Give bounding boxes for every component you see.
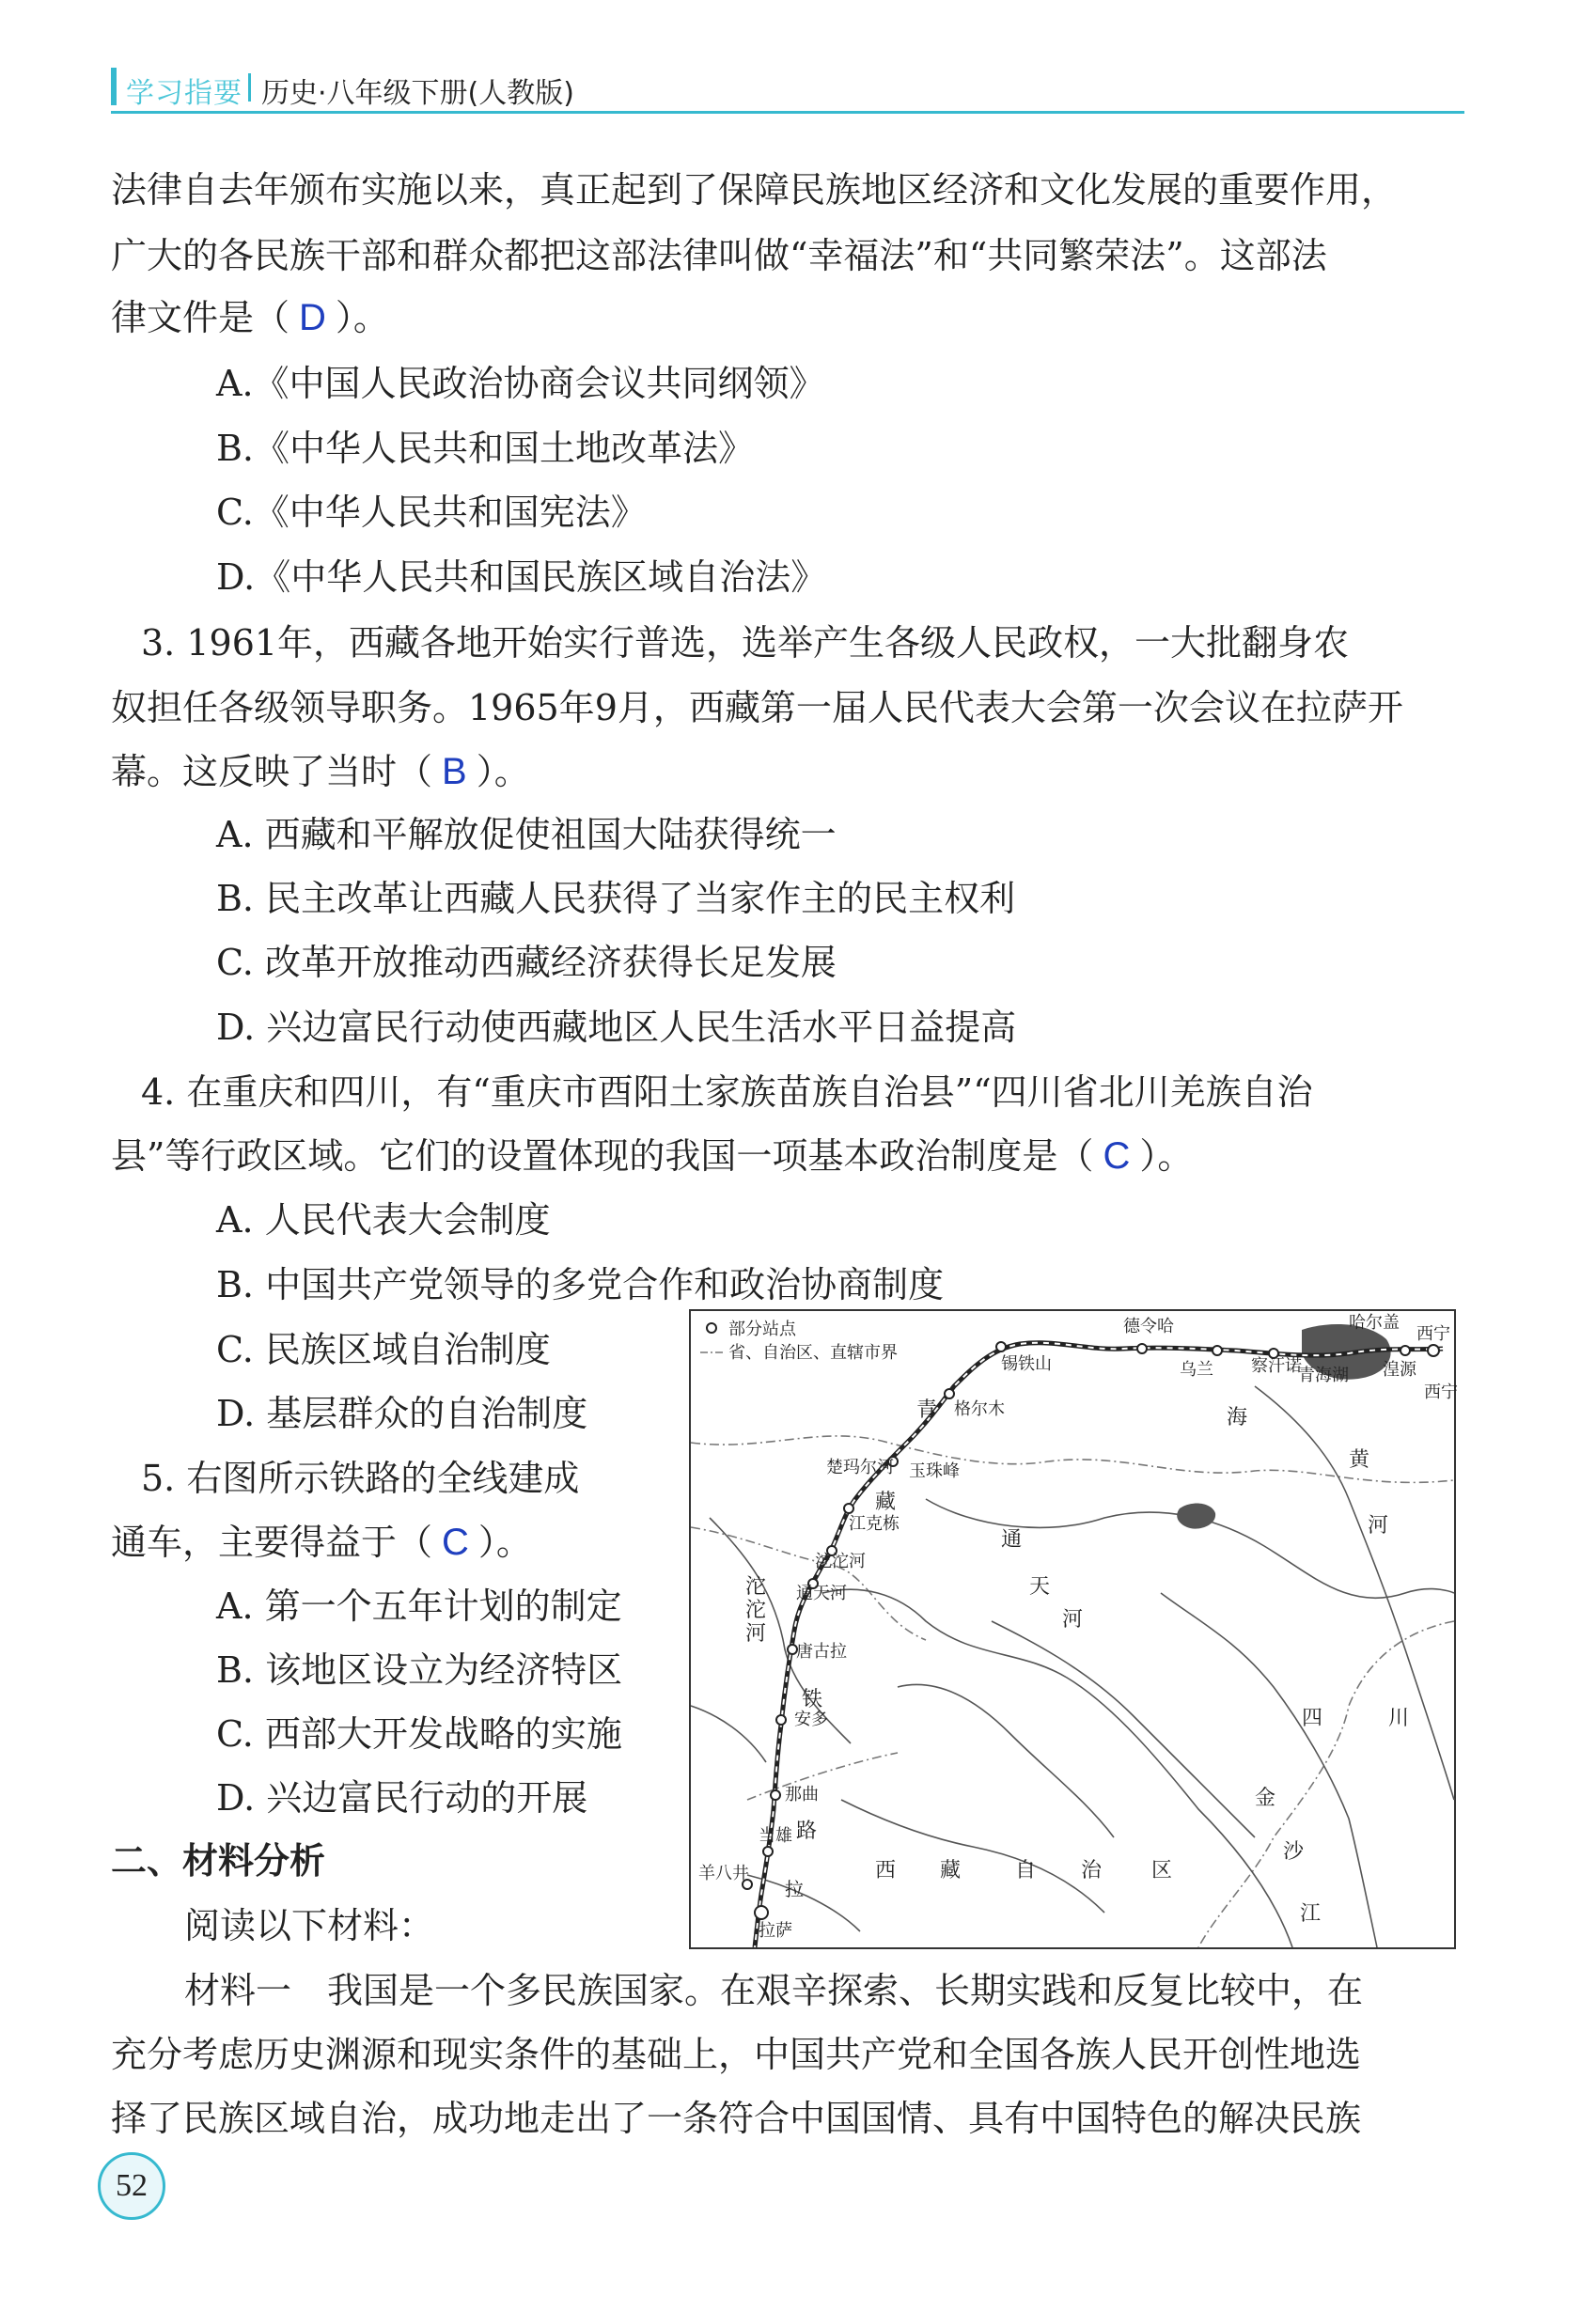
region-label: 海: [1227, 1406, 1248, 1429]
region-label: 区: [1151, 1859, 1173, 1882]
region-label: 河: [1368, 1514, 1389, 1538]
station-marker: [844, 1504, 853, 1513]
header-book-title: 历史·八年级下册(人教版): [261, 77, 574, 110]
region-label: 拉: [785, 1878, 804, 1900]
region-label: 河: [745, 1622, 767, 1646]
station-label: 锡铁山: [1001, 1354, 1052, 1374]
q3-stem-2: 奴担任各级领导职务。1965年9月，西藏第一届人民代表大会第一次会议在拉萨开: [111, 687, 1403, 728]
station-label: 江克栋: [849, 1514, 900, 1534]
region-labels: [745, 1366, 1458, 1926]
region-label: 沱: [745, 1599, 767, 1622]
station-label: 湟源: [1383, 1360, 1416, 1380]
q5-answer: C: [442, 1522, 469, 1563]
q4-stem-1: 4. 在重庆和四川，有“重庆市酉阳土家族苗族自治县”“四川省北川羌族自治: [141, 1071, 1313, 1113]
station-marker: [771, 1790, 780, 1800]
q5-stem-2: [111, 1520, 532, 1565]
q2-option-d: D.《中华人民共和国民族区域自治法》: [216, 556, 827, 598]
station-label: 拉萨: [759, 1921, 792, 1941]
station-label: 唐古拉: [796, 1642, 847, 1662]
header-rule: [111, 111, 1464, 114]
region-label: 沱: [745, 1575, 767, 1599]
station-marker: [1213, 1346, 1222, 1355]
q4-stem-2: [111, 1133, 1193, 1179]
stem-text: 幕。这反映了当时（: [111, 751, 433, 792]
lake: [1177, 1504, 1215, 1529]
q5-stem-1: 5. 右图所示铁路的全线建成: [141, 1458, 580, 1499]
station-label: 羊八井: [698, 1864, 749, 1883]
region-label: 四: [1302, 1707, 1323, 1730]
region-label: 自: [1015, 1859, 1037, 1882]
legend-station: 部分站点: [728, 1320, 796, 1339]
q4-option-d: D. 基层群众的自治制度: [216, 1393, 588, 1434]
station-marker: [755, 1906, 768, 1919]
station-label: 通天河: [796, 1584, 847, 1603]
station-label: 哈尔盖: [1349, 1313, 1400, 1333]
q3-option-b: B. 民主改革让西藏人民获得了当家作主的民主权利: [216, 878, 1016, 919]
region-label: 治: [1081, 1859, 1103, 1882]
station-marker: [1137, 1344, 1147, 1353]
q2-answer: D: [299, 297, 326, 338]
text-line: 法律自去年颁布实施以来，真正起到了保障民族地区经济和文化发展的重要作用，: [111, 169, 1398, 211]
region-label: 沙: [1283, 1840, 1305, 1864]
q2-option-c: C.《中华人民共和国宪法》: [216, 492, 647, 533]
station-marker: [763, 1847, 773, 1856]
region-label: 路: [796, 1820, 818, 1843]
region-label: 河: [1062, 1608, 1084, 1632]
q3-stem-3: [111, 749, 530, 794]
station-label: 德令哈: [1123, 1317, 1174, 1336]
q2-option-a: A.《中国人民政治协商会议共同纲领》: [216, 363, 825, 404]
station-label: 西宁: [1416, 1324, 1450, 1344]
stem-close: ）。: [1139, 1135, 1194, 1177]
station-marker: [945, 1389, 954, 1398]
station-marker: [996, 1342, 1006, 1351]
station-label: 安多: [794, 1710, 828, 1729]
q4-option-a: A. 人民代表大会制度: [216, 1199, 551, 1241]
material-line: 材料一 我国是一个多民族国家。在艰辛探索、长期实践和反复比较中，在: [184, 1970, 1364, 2011]
station-marker: [776, 1715, 786, 1725]
q5-option-b: B. 该地区设立为经济特区: [216, 1649, 623, 1691]
region-label: 青: [916, 1398, 938, 1422]
region-label: 藏: [940, 1859, 962, 1882]
stem-text: 县”等行政区域。它们的设置体现的我国一项基本政治制度是（: [111, 1135, 1094, 1177]
rivers: [691, 1386, 1454, 1947]
q2-stem-end: [111, 295, 389, 340]
station-label: 格尔木: [954, 1399, 1005, 1419]
region-label: 天: [1029, 1575, 1051, 1599]
station-label: 当雄: [759, 1826, 792, 1846]
material-line: 充分考虑历史渊源和现实条件的基础上，中国共产党和全国各族人民开创性地选: [111, 2034, 1362, 2075]
region-label: 青海湖: [1298, 1366, 1349, 1385]
header-tag: 学习指要: [126, 77, 243, 110]
material-line: 择了民族区域自治，成功地走出了一条符合中国国情、具有中国特色的解决民族: [111, 2098, 1362, 2139]
station-markers: [743, 1342, 1439, 1919]
region-label: 通: [1001, 1528, 1023, 1552]
q3-option-d: D. 兴边富民行动使西藏地区人民生活水平日益提高: [216, 1007, 1017, 1048]
railway-line: [755, 1343, 1443, 1947]
q3-option-c: C. 改革开放推动西藏经济获得长足发展: [216, 942, 837, 983]
legend-station-icon: [707, 1323, 716, 1333]
legend-boundary: 省、自治区、直辖市界: [728, 1343, 898, 1363]
section-intro: 阅读以下材料：: [184, 1905, 435, 1946]
stem-text: 通车，主要得益于（: [111, 1522, 433, 1563]
q2-option-b: B.《中华人民共和国土地改革法》: [216, 428, 755, 469]
railway-line-dash: [755, 1343, 1443, 1947]
region-label: 金: [1255, 1787, 1276, 1810]
region-label: 黄: [1349, 1448, 1370, 1472]
q3-option-a: A. 西藏和平解放促使祖国大陆获得统一: [216, 814, 837, 855]
stem-close: ）。: [477, 1522, 532, 1563]
page-number: 52: [98, 2152, 165, 2220]
header-separator: [248, 73, 251, 102]
station-label: 玉珠峰: [909, 1461, 960, 1481]
region-label: 西: [875, 1859, 897, 1882]
q4-option-c: C. 民族区域自治制度: [216, 1329, 551, 1370]
station-label: 沱沱河: [815, 1552, 866, 1571]
region-label: 铁: [802, 1688, 823, 1711]
q5-option-a: A. 第一个五年计划的制定: [216, 1586, 622, 1627]
station-marker: [1400, 1346, 1410, 1355]
station-marker: [1428, 1345, 1439, 1356]
stem-close: ）。: [476, 751, 530, 792]
q3-answer: B: [442, 751, 467, 792]
map-legend: [700, 1320, 898, 1363]
stem-close: ）。: [335, 297, 389, 338]
q4-answer: C: [1103, 1135, 1131, 1177]
page-header: [111, 68, 1464, 113]
stem-text: 律文件是（: [111, 297, 290, 338]
region-label: 江: [1300, 1902, 1322, 1926]
railway-map: [689, 1309, 1456, 1949]
station-label: 那曲: [785, 1785, 819, 1804]
region-label: 藏: [875, 1491, 897, 1514]
station-label: 乌兰: [1180, 1360, 1213, 1380]
railway-map-svg: [691, 1311, 1458, 1947]
q5-option-c: C. 西部大开发战略的实施: [216, 1713, 622, 1755]
section-title: 二、材料分析: [111, 1840, 326, 1882]
region-label: 川: [1388, 1707, 1410, 1730]
header-accent-bar: [111, 68, 117, 105]
text-line: 广大的各民族干部和群众都把这部法律叫做“幸福法”和“共同繁荣法”。这部法: [111, 235, 1327, 276]
q5-option-d: D. 兴边富民行动的开展: [216, 1777, 588, 1819]
region-label: 西宁: [1424, 1383, 1458, 1402]
q4-option-b: B. 中国共产党领导的多党合作和政治协商制度: [216, 1264, 945, 1305]
station-label: 察汗诺: [1251, 1356, 1302, 1376]
station-label: 楚玛尔河: [826, 1458, 894, 1477]
q3-stem-1: 3. 1961年，西藏各地开始实行普选，选举产生各级人民政权，一大批翻身农: [141, 622, 1350, 664]
